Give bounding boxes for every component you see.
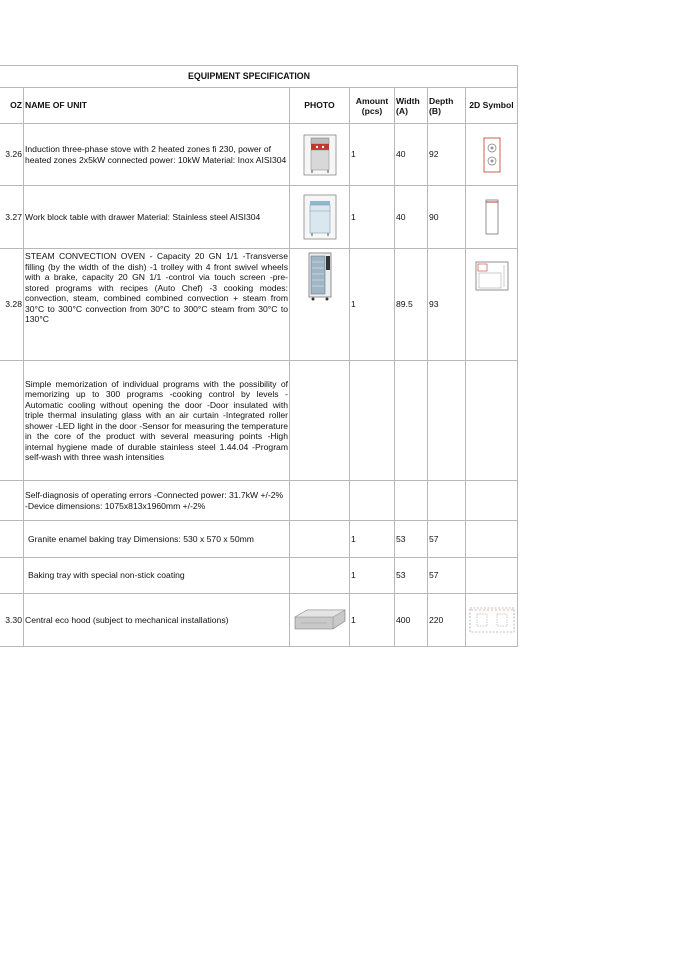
cell-amount: 1 xyxy=(350,594,395,647)
cell-code xyxy=(0,558,24,594)
cell-2d-symbol xyxy=(466,521,518,558)
cell-name: Induction three-phase stove with 2 heated zones fi 230, power of heated zones 2x5kW connected power: 10kW Material: Inox AISI304 xyxy=(24,124,290,186)
table-photo-icon xyxy=(303,194,337,240)
cell-name: Granite enamel baking tray Dimensions: 530 x 570 x 50mm xyxy=(24,521,290,558)
cell-name: Work block table with drawer Material: Stainless steel AISI304 xyxy=(24,186,290,249)
cell-photo xyxy=(290,249,350,361)
stove-2d-symbol-icon xyxy=(483,137,501,173)
cell-code xyxy=(0,521,24,558)
oven-2d-symbol-icon xyxy=(475,261,509,291)
cell-amount xyxy=(350,481,395,521)
cell-amount: 1 xyxy=(350,558,395,594)
equipment-specification-table xyxy=(0,65,518,647)
cell-name: Self-diagnosis of operating errors -Connected power: 31.7kW +/-2% -Device dimensions: 1075x813x1960mm +/-2% xyxy=(24,481,290,521)
cell-depth: 57 xyxy=(428,558,466,594)
table-title-row xyxy=(0,66,518,88)
cell-2d-symbol xyxy=(466,594,518,647)
cell-width: 53 xyxy=(395,558,428,594)
cell-amount: 1 xyxy=(350,521,395,558)
stove-photo-icon xyxy=(303,134,337,176)
cell-amount: 1 xyxy=(350,124,395,186)
cell-depth: 57 xyxy=(428,521,466,558)
cell-code: 3.27 xyxy=(0,186,24,249)
header-depth: Depth (B) xyxy=(428,88,466,124)
header-width: Width (A) xyxy=(395,88,428,124)
table-2d-symbol-icon xyxy=(485,199,499,235)
cell-code: 3.26 xyxy=(0,124,24,186)
table-title: EQUIPMENT SPECIFICATION xyxy=(0,66,518,88)
cell-depth: 92 xyxy=(428,124,466,186)
cell-name: Simple memorization of individual programs with the possibility of memorizing up to 300 programs -cooking control by levels -Automatic cooling without opening the door -Door insulated with triple thermal insulating glass with an air curtain -Integrated roller shower -LED light in the door -Sensor for measuring the temperature in the core of the product with several measuring points -High internal hygiene made of durable stainless steel 1.44.04 -Program self-wash with three wash intensities xyxy=(24,361,290,481)
cell-code: 3.28 xyxy=(0,249,24,361)
cell-code xyxy=(0,481,24,521)
cell-depth: 220 xyxy=(428,594,466,647)
table-row xyxy=(0,558,518,594)
cell-width: 40 xyxy=(395,186,428,249)
table-row xyxy=(0,249,518,361)
cell-width: 40 xyxy=(395,124,428,186)
cell-width xyxy=(395,481,428,521)
cell-code: 3.30 xyxy=(0,594,24,647)
cell-2d-symbol xyxy=(466,481,518,521)
cell-2d-symbol xyxy=(466,124,518,186)
cell-amount: 1 xyxy=(350,186,395,249)
cell-2d-symbol xyxy=(466,361,518,481)
cell-photo xyxy=(290,124,350,186)
cell-photo xyxy=(290,186,350,249)
cell-2d-symbol xyxy=(466,249,518,361)
table-row xyxy=(0,186,518,249)
cell-depth: 93 xyxy=(428,249,466,361)
table-row xyxy=(0,481,518,521)
cell-width xyxy=(395,361,428,481)
header-name: NAME OF UNIT xyxy=(24,88,290,124)
table-row xyxy=(0,124,518,186)
cell-name: Baking tray with special non-stick coating xyxy=(24,558,290,594)
cell-depth xyxy=(428,481,466,521)
table-row xyxy=(0,521,518,558)
header-code: OZ xyxy=(0,88,24,124)
cell-width: 53 xyxy=(395,521,428,558)
hood-2d-symbol-icon xyxy=(469,607,515,633)
cell-photo xyxy=(290,361,350,481)
cell-photo xyxy=(290,521,350,558)
cell-photo xyxy=(290,481,350,521)
table-row xyxy=(0,594,518,647)
cell-name: Central eco hood (subject to mechanical installations) xyxy=(24,594,290,647)
table-row xyxy=(0,361,518,481)
header-photo: PHOTO xyxy=(290,88,350,124)
cell-2d-symbol xyxy=(466,558,518,594)
cell-width: 89.5 xyxy=(395,249,428,361)
cell-depth: 90 xyxy=(428,186,466,249)
table-header-row xyxy=(0,88,518,124)
cell-2d-symbol xyxy=(466,186,518,249)
cell-depth xyxy=(428,361,466,481)
cell-photo xyxy=(290,594,350,647)
oven-photo-icon xyxy=(307,252,333,302)
cell-photo xyxy=(290,558,350,594)
header-2d-symbol: 2D Symbol xyxy=(466,88,518,124)
hood-photo-icon xyxy=(293,607,347,633)
cell-amount: 1 xyxy=(350,249,395,361)
cell-width: 400 xyxy=(395,594,428,647)
cell-amount xyxy=(350,361,395,481)
cell-name: STEAM CONVECTION OVEN - Capacity 20 GN 1/1 -Transverse filling (by the width of the dish) -1 trolley with 4 front swivel wheels with a brake, capacity 20 GN 1/1 -control via touch screen -pre-stored programs with recipes (Auto Chef) -3 cooking modes: convection, steam, combined combined convection + steam from 30°C to 300°C convection from 30°C to 300°C steam from 30°C to 130°C xyxy=(24,249,290,361)
header-amount: Amount (pcs) xyxy=(350,88,395,124)
cell-code xyxy=(0,361,24,481)
